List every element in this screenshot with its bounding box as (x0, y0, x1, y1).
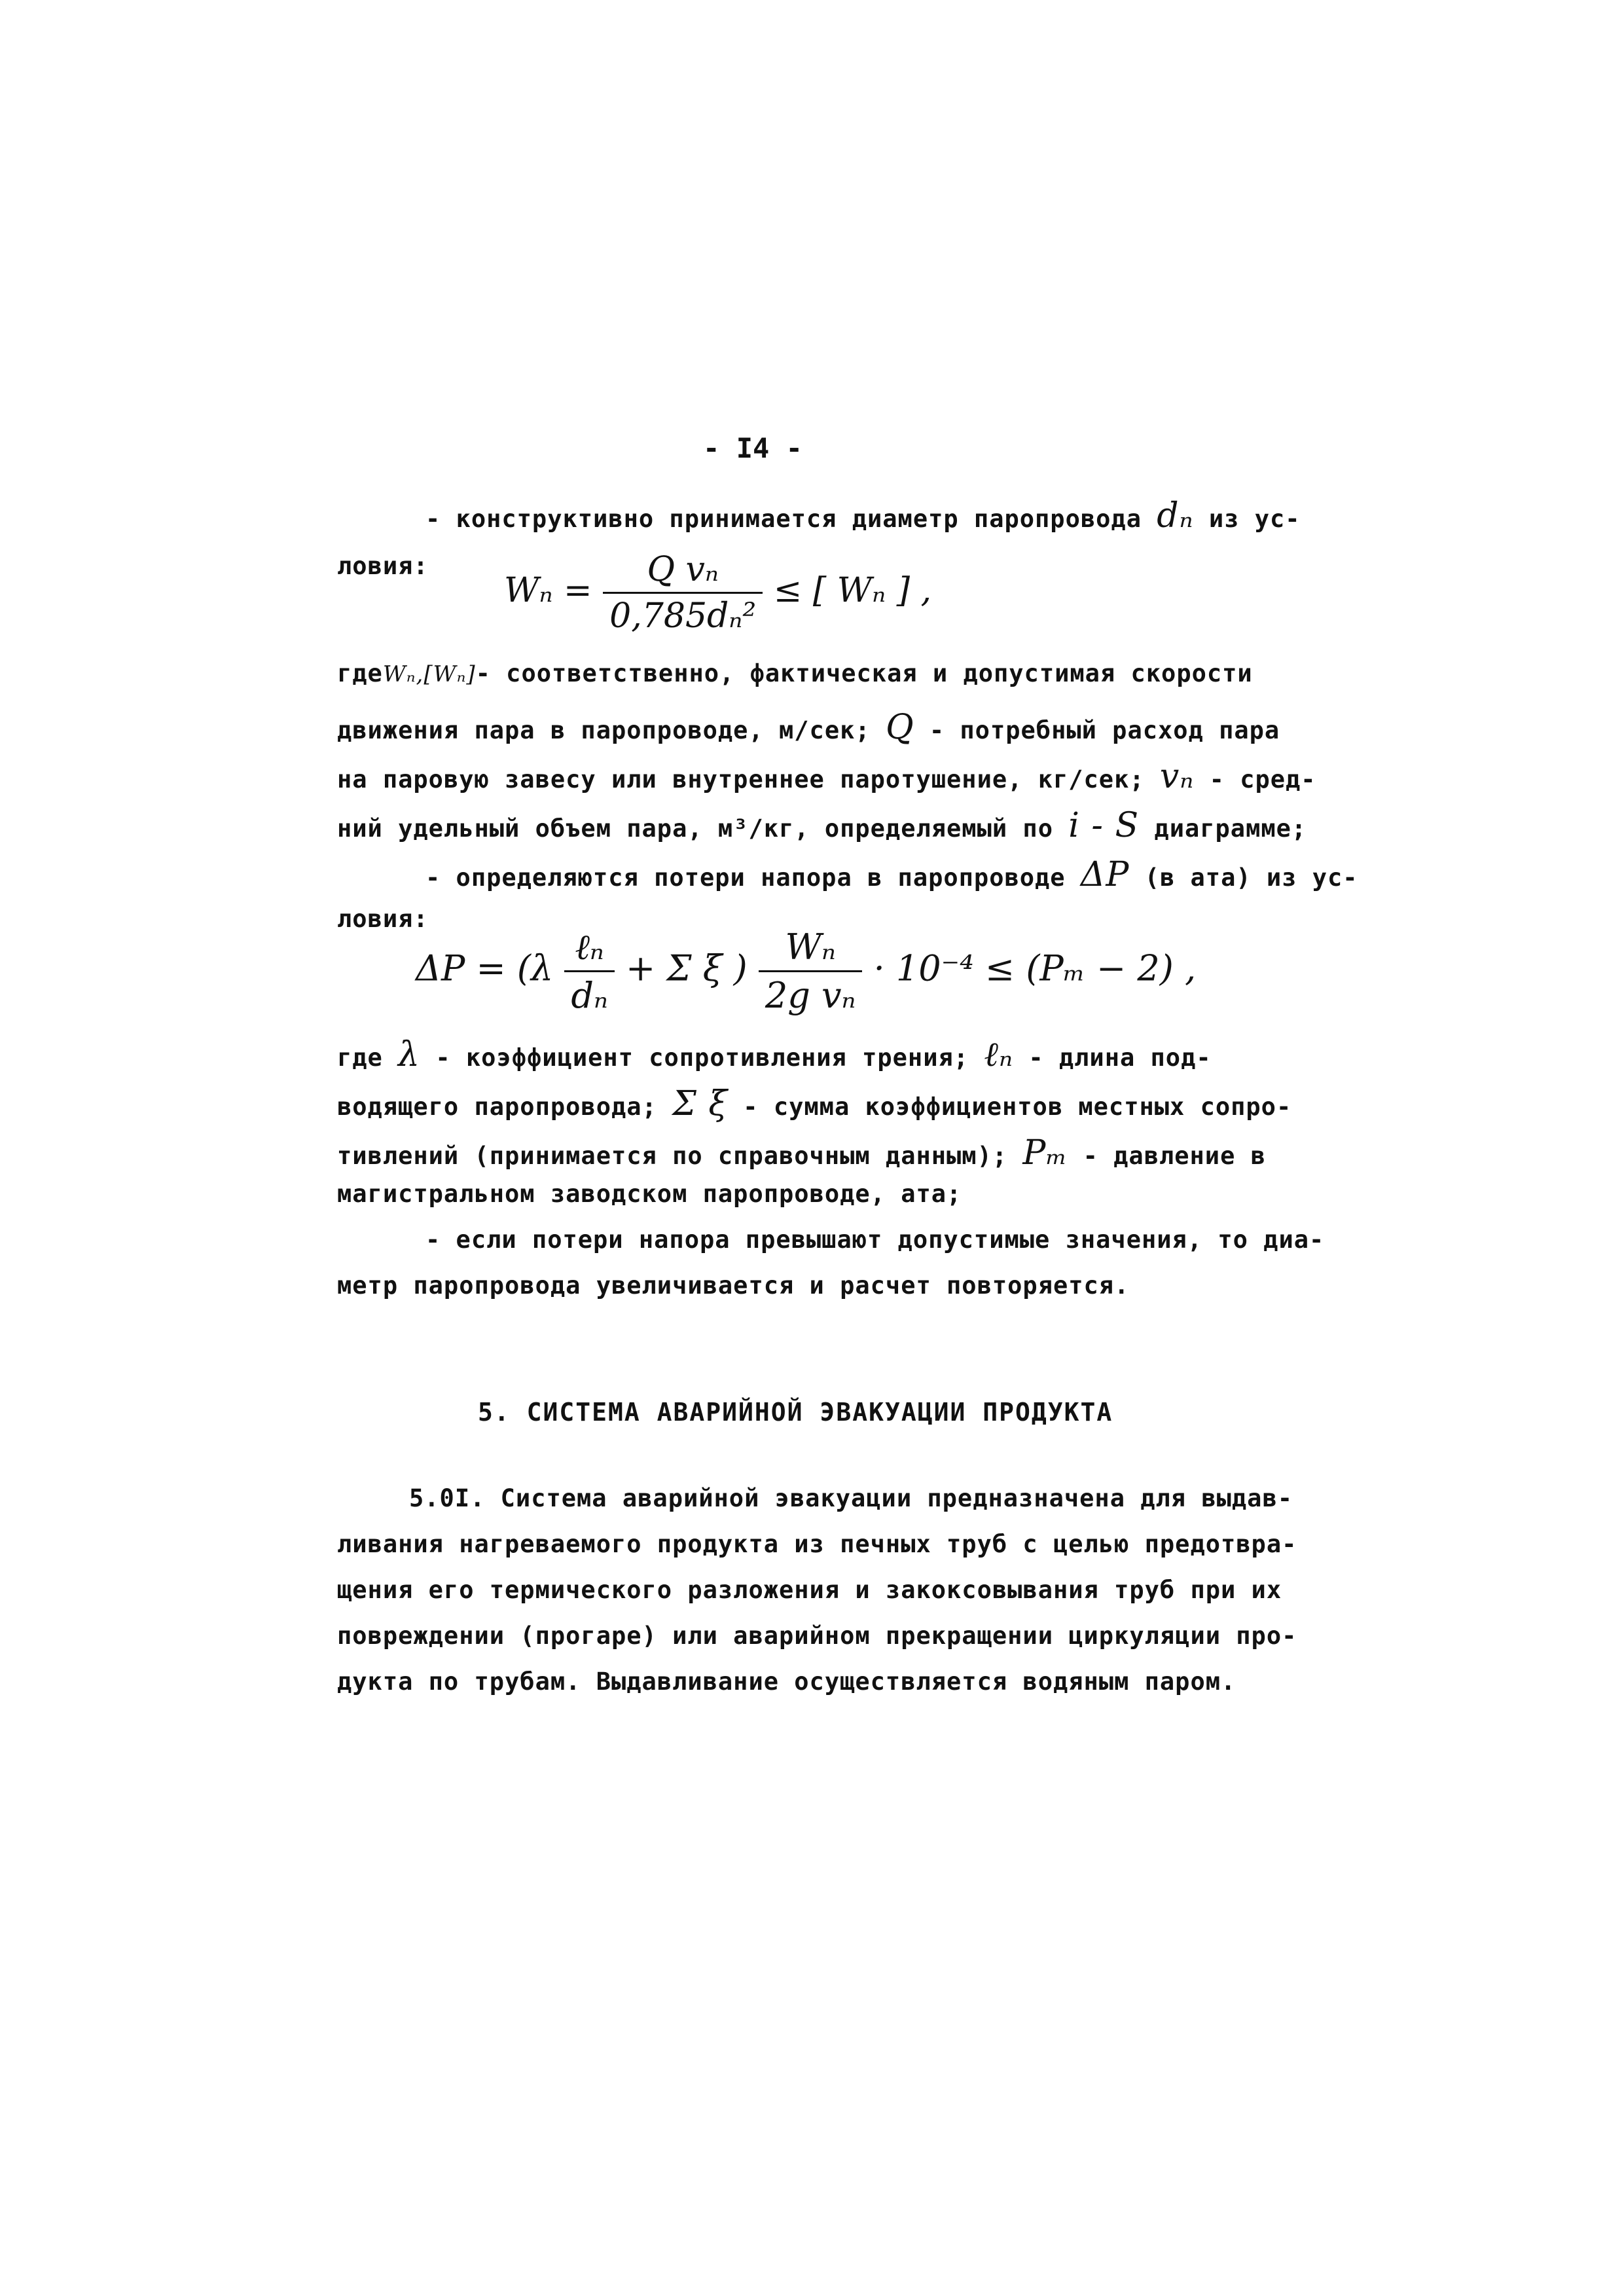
para4-line2-a: водящего паропровода; (337, 1093, 657, 1121)
para2-line3 (337, 757, 1316, 796)
formula1-fraction (603, 550, 763, 636)
symbol-lambda: λ (398, 1035, 421, 1074)
para6-line3: щения его термического разложения и закоксовывания труб при их (337, 1576, 1282, 1604)
para4-line1-b: - коэффициент сопротивления трения; (435, 1044, 969, 1072)
para1-line1 (425, 496, 1301, 536)
symbol-q: Q (885, 708, 914, 747)
formula2-frac2-den: 2g vₙ (765, 975, 856, 1016)
para2-line3-prefix: на паровую завесу или внутреннее паротушение, кг/сек; (337, 765, 1145, 793)
para1-line2: ловия: (337, 552, 429, 580)
symbol-i-s: i - S (1068, 806, 1140, 845)
para2-line4 (337, 806, 1307, 845)
para4-line3 (337, 1133, 1266, 1173)
para4-line2-b: - сумма коэффициентов местных сопро- (743, 1093, 1292, 1121)
para2-line1-prefix: где (337, 659, 383, 687)
formula1-numerator: Q vₙ (603, 550, 763, 594)
para4-line1 (337, 1035, 1212, 1074)
formula2-frac2-num: Wₙ (759, 926, 862, 972)
para3-line2: ловия: (337, 905, 429, 933)
page-number: - I4 - (703, 432, 803, 464)
formula2-middle: + Σ ξ ) (626, 947, 748, 989)
formula-pressure-loss (416, 926, 1196, 1016)
section-heading: 5. СИСТЕМА АВАРИЙНОЙ ЭВАКУАЦИИ ПРОДУКТА (478, 1398, 1113, 1427)
symbol-p-m: Pₘ (1022, 1133, 1068, 1173)
para2-line2-prefix: движения пара в паропроводе, м/сек; (337, 716, 871, 744)
para4-line1-a: где (337, 1044, 383, 1072)
para4-line3-a: тивлений (принимается по справочным данным); (337, 1142, 1008, 1170)
formula2-frac1-den: dₙ (571, 975, 608, 1016)
para2-line4-prefix: ний удельный объем пара, м³/кг, определяемый по (337, 814, 1053, 843)
symbol-l-n: ℓₙ (984, 1035, 1014, 1074)
formula2-fraction1 (564, 926, 614, 1016)
formula1-denominator: 0,785dₙ² (609, 596, 757, 636)
formula2-frac1-num: ℓₙ (564, 926, 614, 972)
para3-line1-prefix: - определяются потери напора в паропроводе (425, 864, 1066, 892)
para2-line4-suffix: диаграмме; (1154, 814, 1307, 843)
formula2-rhs: · 10⁻⁴ ≤ (Pₘ − 2) , (873, 947, 1197, 989)
para3-line1 (425, 855, 1358, 894)
para2-line1 (337, 661, 1253, 685)
para4-line2 (337, 1084, 1292, 1123)
para2-line2-suffix: - потребный расход пара (929, 716, 1280, 744)
symbol-v-n: vₙ (1159, 757, 1195, 796)
para4-line1-c: - длина под- (1028, 1044, 1212, 1072)
para4-line4: магистральном заводском паропроводе, ата; (337, 1180, 962, 1208)
para2-line3-suffix: - сред- (1209, 765, 1316, 793)
formula1-rhs: ≤ [ Wₙ ] , (773, 571, 932, 610)
para3-line1-suffix: (в ата) из ус- (1144, 864, 1358, 892)
formula1-lhs: Wₙ = (504, 571, 592, 610)
para6-line5: дукта по трубам. Выдавливание осуществляется водяным паром. (337, 1667, 1236, 1696)
para2-line2 (337, 708, 1280, 747)
formula2-fraction2 (759, 926, 862, 1016)
para6-line4: повреждении (прогаре) или аварийном прекращении циркуляции про- (337, 1622, 1297, 1650)
symbol-w-pair: Wₙ,[Wₙ] (382, 661, 476, 687)
formula-velocity (504, 550, 931, 636)
symbol-d-n: dₙ (1157, 496, 1194, 536)
para5-line1: - если потери напора превышают допустимые значения, то диа- (425, 1226, 1325, 1254)
para5-line2: метр паропровода увеличивается и расчет повторяется. (337, 1271, 1130, 1300)
symbol-delta-p: ΔP (1080, 855, 1130, 894)
symbol-sum-xi: Σ ξ (672, 1084, 729, 1123)
para1-line1-suffix: из ус- (1208, 505, 1301, 533)
para6-line1: 5.0I. Система аварийной эвакуации предназначена для выдав- (409, 1484, 1293, 1512)
para6-line2: ливания нагреваемого продукта из печных труб с целью предотвра- (337, 1530, 1297, 1558)
para4-line3-b: - давление в (1083, 1142, 1266, 1170)
para2-line1-suffix: - соответственно, фактическая и допустимая скорости (475, 659, 1253, 687)
para1-line1-prefix: - конструктивно принимается диаметр паропровода (425, 505, 1142, 533)
formula2-lhs: ΔP = (λ (416, 947, 554, 989)
